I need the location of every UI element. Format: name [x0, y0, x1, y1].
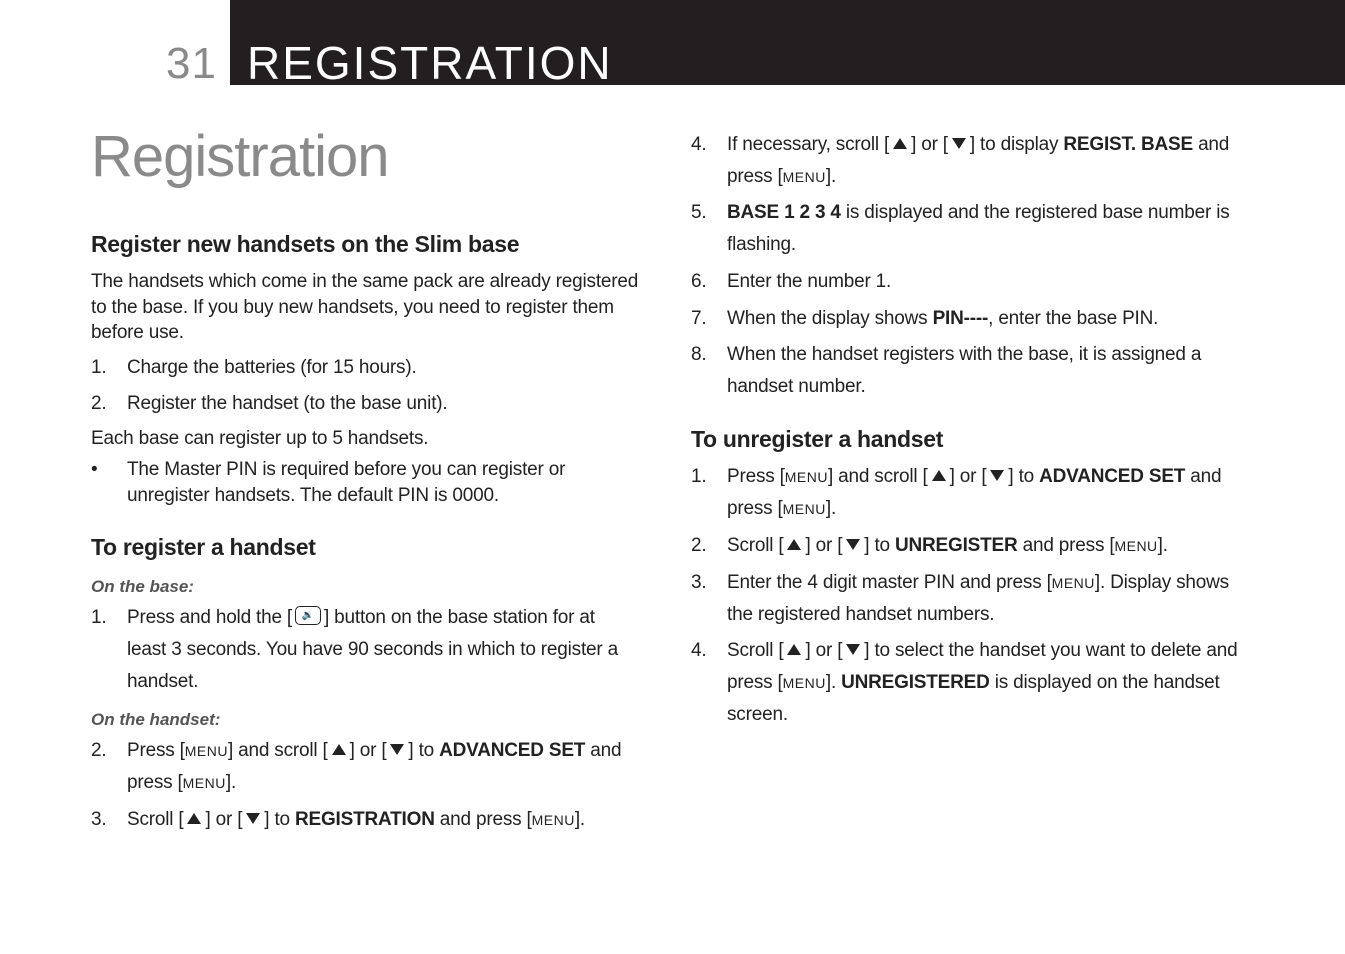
- scroll-down-arrow-icon: [952, 138, 966, 149]
- step-text: ] to: [264, 809, 295, 830]
- page-title: Registration: [91, 124, 389, 189]
- scroll-up-arrow-icon: [932, 470, 946, 481]
- scroll-down-arrow-icon: [846, 644, 860, 655]
- list-item-number: 2.: [91, 740, 107, 761]
- step-text: ] or [: [949, 466, 987, 487]
- step-text: and press [: [127, 740, 622, 793]
- step-text: ] and scroll [: [827, 466, 928, 487]
- list-item-text: Charge the batteries (for 15 hours).: [127, 357, 417, 378]
- step-text: Scroll [: [727, 640, 784, 661]
- list-item-text: [727, 197, 1251, 261]
- heading-register-new-handsets: Register new handsets on the Slim base: [91, 231, 520, 257]
- menu-key-label: MENU: [1051, 575, 1095, 591]
- step-text: ].: [825, 672, 842, 693]
- page-number: 31: [166, 39, 217, 88]
- list-item: [691, 530, 1251, 562]
- step-text: , enter the base PIN.: [988, 308, 1159, 329]
- list-item-number: 1.: [91, 607, 107, 628]
- list-item: [691, 197, 1251, 261]
- heading-unregister-handset: To unregister a handset: [691, 426, 944, 452]
- step-text: If necessary, scroll [: [727, 134, 890, 155]
- list-item-number: 8.: [691, 344, 707, 365]
- list-item-number: 2.: [91, 393, 107, 414]
- step-text: ].: [825, 166, 837, 187]
- scroll-up-arrow-icon: [332, 744, 346, 755]
- menu-option: REGIST. BASE: [1063, 134, 1193, 155]
- list-item: [91, 804, 636, 836]
- step-text: When the display shows: [727, 308, 933, 329]
- list-item-text: [727, 635, 1251, 731]
- subheading-on-handset: On the handset:: [91, 710, 221, 729]
- scroll-up-arrow-icon: [787, 644, 801, 655]
- subheading-on-base: On the base:: [91, 577, 194, 596]
- list-item: [91, 735, 636, 799]
- bullet-item: [91, 457, 611, 509]
- display-text: PIN----: [932, 308, 989, 329]
- step-text: ].: [1157, 535, 1168, 556]
- step-text: Press [: [727, 466, 785, 487]
- step-text: ] or [: [349, 740, 387, 761]
- menu-key-label: MENU: [782, 501, 826, 517]
- menu-option: ADVANCED SET: [439, 740, 586, 761]
- menu-key-label: MENU: [531, 812, 575, 828]
- menu-option: UNREGISTER: [894, 535, 1018, 556]
- step-text: ] to select the handset you want to delete and press [: [727, 640, 1238, 693]
- step-text: ] or [: [805, 535, 843, 556]
- step-text: ] and scroll [: [227, 740, 328, 761]
- list-item: [691, 129, 1251, 193]
- step-text: Scroll [: [127, 809, 184, 830]
- menu-key-label: MENU: [782, 169, 826, 185]
- menu-key-label: MENU: [782, 675, 826, 691]
- list-item: [691, 303, 1251, 335]
- step-text: ].: [825, 498, 837, 519]
- menu-option: REGISTRATION: [294, 809, 435, 830]
- scroll-down-arrow-icon: [246, 813, 260, 824]
- step-text: Press and hold the [: [127, 607, 292, 628]
- scroll-down-arrow-icon: [846, 539, 860, 550]
- list-item-number: 4.: [691, 134, 707, 155]
- list-item: [91, 355, 651, 381]
- list-item-number: 5.: [691, 202, 707, 223]
- list-item-number: 1.: [691, 466, 707, 487]
- list-item-text: [727, 567, 1251, 631]
- step-text: ] to: [1008, 466, 1040, 487]
- scroll-up-arrow-icon: [187, 813, 201, 824]
- heading-register-handset: To register a handset: [91, 534, 316, 560]
- step-text: ].: [225, 772, 237, 793]
- menu-option: ADVANCED SET: [1039, 466, 1186, 487]
- step-text: ] to: [864, 535, 895, 556]
- list-item-text: [127, 735, 636, 799]
- section-title: REGISTRATION: [247, 37, 613, 89]
- step-text: ].: [574, 809, 586, 830]
- scroll-up-arrow-icon: [893, 138, 907, 149]
- list-item: [91, 602, 636, 698]
- list-item-text: Register the handset (to the base unit).: [127, 393, 448, 414]
- step-text: ] or [: [205, 809, 243, 830]
- scroll-down-arrow-icon: [390, 744, 404, 755]
- intro-paragraph: The handsets which come in the same pack are already registered to the base. If you buy new handsets, you need to register them before use.: [91, 271, 639, 343]
- scroll-down-arrow-icon: [990, 470, 1004, 481]
- step-text: ] or [: [911, 134, 948, 155]
- display-text: BASE 1 2 3 4: [727, 202, 841, 223]
- list-item-text: [727, 303, 1251, 335]
- list-item: [691, 461, 1251, 525]
- bullet-text: The Master PIN is required before you can register or unregister handsets. The default PIN is 0000.: [127, 459, 566, 506]
- list-item-number: 3.: [91, 809, 107, 830]
- list-item: [691, 266, 1251, 298]
- list-item-text: [727, 530, 1251, 562]
- list-item-number: 7.: [691, 308, 707, 329]
- list-item-text: [727, 129, 1251, 193]
- list-item-number: 4.: [691, 640, 707, 661]
- scroll-up-arrow-icon: [787, 539, 801, 550]
- menu-key-label: MENU: [1114, 538, 1158, 554]
- list-item-text: Enter the number 1.: [727, 271, 892, 292]
- step-text: ] to: [408, 740, 440, 761]
- list-item-number: 6.: [691, 271, 707, 292]
- step-text: Scroll [: [727, 535, 784, 556]
- step-text: is displayed on the handset screen.: [727, 672, 1220, 725]
- step-text: ] to display: [969, 134, 1064, 155]
- step-text: and press [: [1017, 535, 1115, 556]
- list-item-number: 3.: [691, 572, 707, 593]
- list-item: [91, 391, 651, 417]
- list-item-text: [127, 602, 636, 698]
- step-text: and press [: [727, 134, 1230, 187]
- list-item-text: [727, 461, 1251, 525]
- bullet-mark: •: [91, 459, 98, 480]
- step-text: ]. Display shows the registered handset numbers.: [727, 572, 1229, 625]
- list-item-text: [127, 804, 636, 836]
- list-item-number: 2.: [691, 535, 707, 556]
- menu-key-label: MENU: [182, 775, 226, 791]
- menu-key-label: MENU: [184, 743, 228, 759]
- capacity-note: Each base can register up to 5 handsets.: [91, 428, 429, 449]
- header-bar: [230, 0, 1345, 89]
- menu-key-label: MENU: [784, 469, 828, 485]
- step-text: is displayed and the registered base number is flashing.: [727, 202, 1230, 255]
- step-text: Enter the 4 digit master PIN and press [: [727, 572, 1052, 593]
- display-text: UNREGISTERED: [841, 672, 990, 693]
- list-item-text: When the handset registers with the base, it is assigned a handset number.: [727, 344, 1202, 397]
- list-item: [691, 635, 1251, 731]
- list-item: [691, 339, 1251, 403]
- page-button-icon: 🔉: [295, 606, 321, 625]
- step-text: and press [: [727, 466, 1222, 519]
- list-item: [691, 567, 1251, 631]
- step-text: and press [: [434, 809, 532, 830]
- step-text: ] or [: [805, 640, 843, 661]
- list-item-number: 1.: [91, 357, 107, 378]
- step-text: ] button on the base station for at least 3 seconds. You have 90 seconds in which to register a handset.: [127, 607, 618, 692]
- step-text: Press [: [127, 740, 185, 761]
